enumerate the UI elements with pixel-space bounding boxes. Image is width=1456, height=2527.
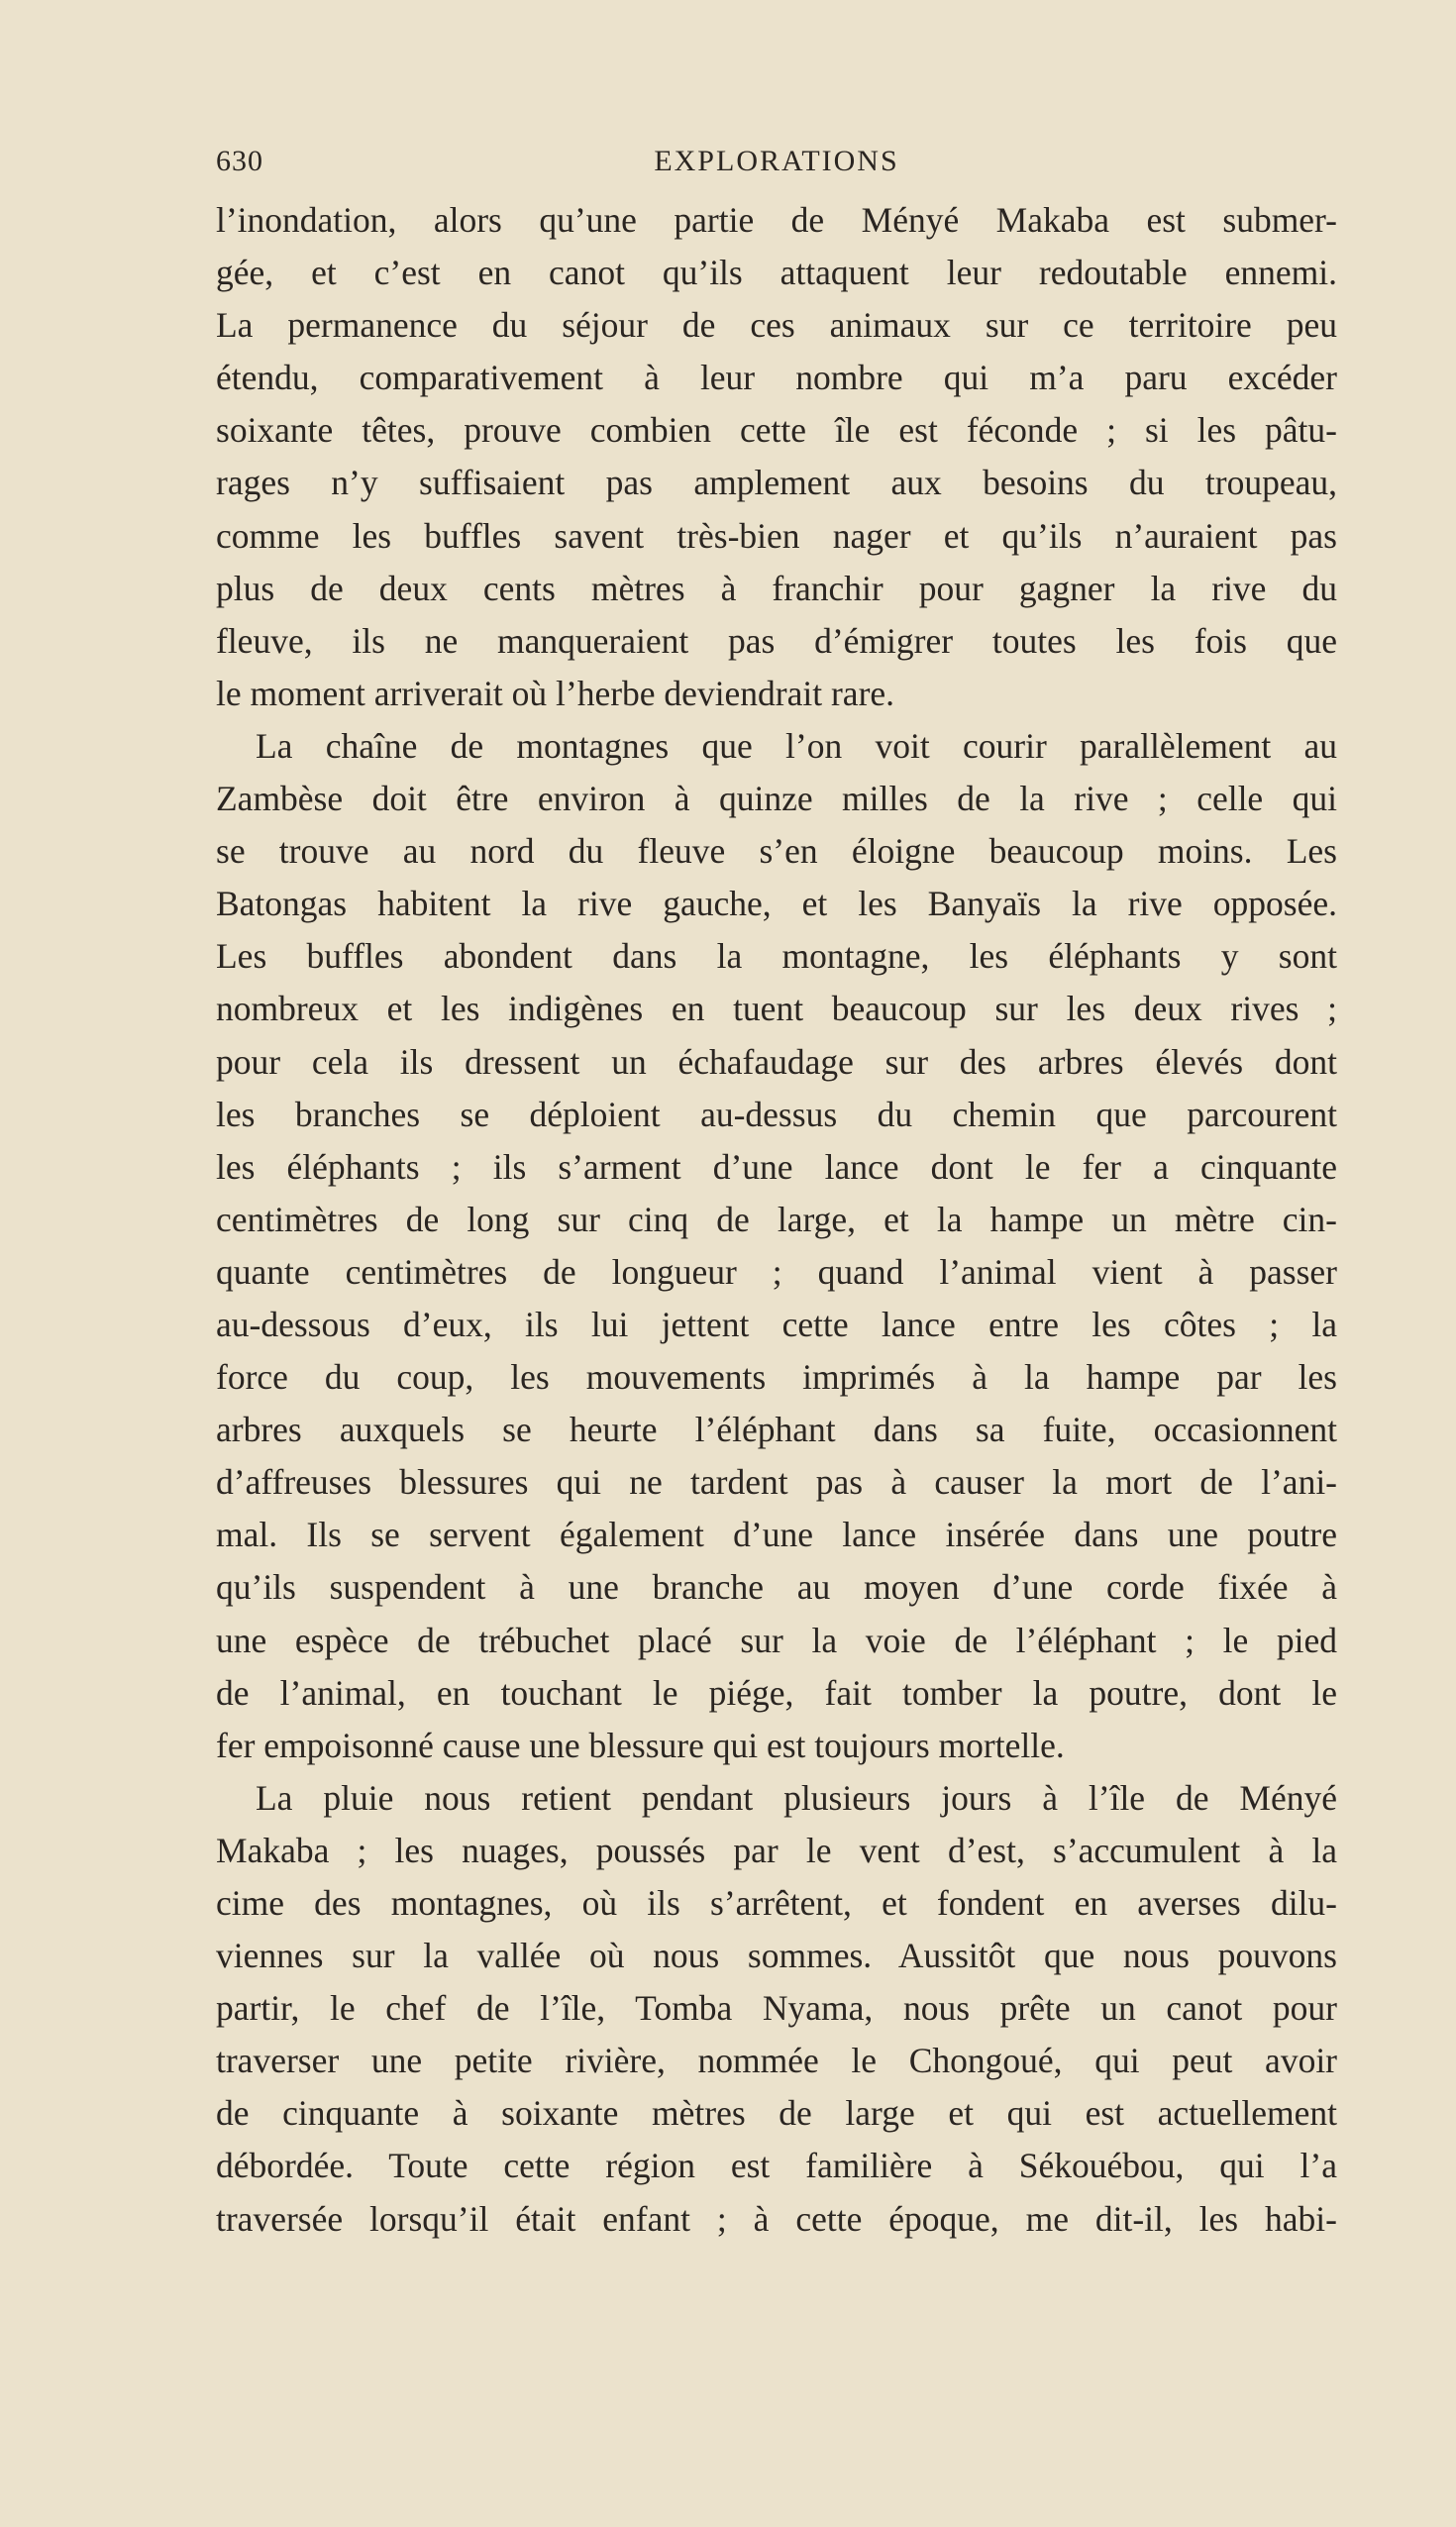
- text-line: traverser une petite rivière, nommée le Chongoué, qui peut avoir: [216, 2041, 1337, 2081]
- text-line: de cinquante à soixante mètres de large et qui est actuellement: [216, 2093, 1337, 2134]
- text-line: force du coup, les mouvements imprimés à la hampe par les: [216, 1357, 1337, 1398]
- text-line: arbres auxquels se heurte l’éléphant dans sa fuite, occasionnent: [216, 1410, 1337, 1450]
- text-line: plus de deux cents mètres à franchir pour gagner la rive du: [216, 568, 1337, 608]
- text-line: fer empoisonné cause une blessure qui est toujours mortelle.: [216, 1725, 1065, 1765]
- text-line: comme les buffles savent très-bien nager et qu’ils n’auraient pas: [216, 515, 1337, 556]
- text-line: étendu, comparativement à leur nombre qui m’a paru excéder: [216, 358, 1337, 398]
- text-line: centimètres de long sur cinq de large, et la hampe un mètre cin-: [216, 1199, 1337, 1239]
- text-line: La permanence du séjour de ces animaux sur ce territoire peu: [216, 305, 1337, 346]
- text-line: l’inondation, alors qu’une partie de Ményé Makaba est submer-: [216, 200, 1337, 240]
- text-line: d’affreuses blessures qui ne tardent pas à causer la mort de l’ani-: [216, 1462, 1337, 1503]
- text-line: quante centimètres de longueur ; quand l’animal vient à passer: [216, 1251, 1337, 1292]
- page-header: [216, 145, 1337, 184]
- text-line: Batongas habitent la rive gauche, et les Banyaïs la rive opposée.: [216, 884, 1337, 924]
- text-line: débordée. Toute cette région est familière à Sékouébou, qui l’a: [216, 2146, 1337, 2186]
- text-line: au-dessous d’eux, ils lui jettent cette lance entre les côtes ; la: [216, 1304, 1337, 1344]
- text-line: La chaîne de montagnes que l’on voit courir parallèlement au: [256, 725, 1337, 766]
- text-line: partir, le chef de l’île, Tomba Nyama, nous prête un canot pour: [216, 1988, 1337, 2029]
- text-line: une espèce de trébuchet placé sur la voie de l’éléphant ; le pied: [216, 1620, 1337, 1660]
- text-line: de l’animal, en touchant le piége, fait tomber la poutre, dont le: [216, 1672, 1337, 1713]
- running-title: EXPLORATIONS: [654, 145, 899, 177]
- page-number: 630: [216, 145, 263, 177]
- text-line: soixante têtes, prouve combien cette île est féconde ; si les pâtu-: [216, 410, 1337, 451]
- body-text: [216, 194, 1337, 2246]
- text-line: viennes sur la vallée où nous sommes. Aussitôt que nous pouvons: [216, 1936, 1337, 1976]
- text-line: Zambèse doit être environ à quinze milles de la rive ; celle qui: [216, 779, 1337, 819]
- text-line: mal. Ils se servent également d’une lance insérée dans une poutre: [216, 1515, 1337, 1555]
- text-line: rages n’y suffisaient pas amplement aux besoins du troupeau,: [216, 463, 1337, 503]
- text-line: les éléphants ; ils s’arment d’une lance dont le fer a cinquante: [216, 1146, 1337, 1187]
- text-line: nombreux et les indigènes en tuent beaucoup sur les deux rives ;: [216, 989, 1337, 1029]
- text-line: fleuve, ils ne manqueraient pas d’émigrer toutes les fois que: [216, 620, 1337, 661]
- text-line: qu’ils suspendent à une branche au moyen d’une corde fixée à: [216, 1567, 1337, 1608]
- text-line: cime des montagnes, où ils s’arrêtent, et fondent en averses dilu-: [216, 1883, 1337, 1923]
- text-line: le moment arriverait où l’herbe deviendrait rare.: [216, 673, 895, 713]
- text-line: se trouve au nord du fleuve s’en éloigne beaucoup moins. Les: [216, 831, 1337, 872]
- text-line: traversée lorsqu’il était enfant ; à cette époque, me dit-il, les habi-: [216, 2198, 1337, 2239]
- text-line: gée, et c’est en canot qu’ils attaquent leur redoutable ennemi.: [216, 253, 1337, 293]
- text-line: Makaba ; les nuages, poussés par le vent d’est, s’accumulent à la: [216, 1830, 1337, 1870]
- text-line: pour cela ils dressent un échafaudage sur des arbres élevés dont: [216, 1041, 1337, 1082]
- text-line: Les buffles abondent dans la montagne, les éléphants y sont: [216, 936, 1337, 977]
- text-line: La pluie nous retient pendant plusieurs jours à l’île de Ményé: [256, 1777, 1337, 1818]
- text-line: les branches se déploient au-dessus du chemin que parcourent: [216, 1094, 1337, 1134]
